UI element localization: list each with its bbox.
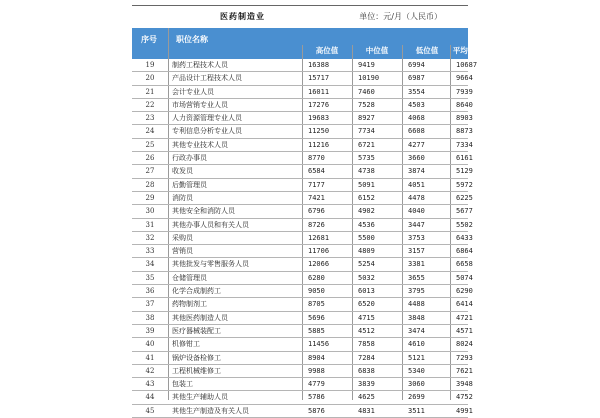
row-job-title: 机修钳工 <box>172 340 200 349</box>
table-row <box>132 391 473 404</box>
row-high-value: 5876 <box>308 406 325 415</box>
row-seq: 27 <box>145 167 155 176</box>
row-low-value: 3157 <box>408 247 425 256</box>
row-seq: 36 <box>145 287 155 296</box>
row-seq: 39 <box>145 326 155 335</box>
row-mid-value: 5254 <box>358 260 375 269</box>
row-job-title: 仓储管理员 <box>172 273 207 282</box>
unit-label: 单位：元/月（人民币） <box>359 12 442 21</box>
row-avg-value: 6433 <box>456 233 473 242</box>
table-row <box>132 86 473 99</box>
row-seq: 34 <box>145 260 155 269</box>
row-job-title: 后勤管理员 <box>172 180 207 189</box>
row-seq: 42 <box>145 366 155 375</box>
row-avg-value: 10687 <box>456 61 478 69</box>
row-avg-value: 7939 <box>456 87 473 96</box>
row-seq: 37 <box>145 300 155 309</box>
row-low-value: 4610 <box>408 340 425 349</box>
table-row <box>132 192 473 205</box>
row-mid-value: 4738 <box>358 167 375 176</box>
row-job-title: 包装工 <box>172 380 193 389</box>
row-low-value: 4503 <box>408 100 425 109</box>
row-low-value: 6994 <box>408 61 425 69</box>
row-high-value: 5786 <box>308 393 325 402</box>
table-row <box>132 272 473 285</box>
row-high-value: 9988 <box>308 366 325 375</box>
row-seq: 35 <box>145 273 155 282</box>
row-job-title: 其他医药制造人员 <box>172 313 228 322</box>
row-job-title: 营销员 <box>172 247 193 256</box>
row-mid-value: 4512 <box>358 326 375 335</box>
row-job-title: 药物制剂工 <box>172 300 207 309</box>
row-seq: 19 <box>145 61 155 69</box>
row-high-value: 5885 <box>308 326 325 335</box>
table-row <box>132 139 473 152</box>
row-seq: 23 <box>145 114 155 123</box>
row-high-value: 11706 <box>308 247 330 256</box>
table-row <box>132 338 473 351</box>
row-job-title: 工程机械维修工 <box>172 366 221 375</box>
table-row <box>132 165 473 178</box>
row-high-value: 4779 <box>308 380 325 389</box>
row-high-value: 6796 <box>308 207 325 216</box>
row-avg-value: 8903 <box>456 114 473 123</box>
row-low-value: 3060 <box>408 380 425 389</box>
header-seq: 序号 <box>141 35 157 44</box>
row-low-value: 4040 <box>408 207 425 216</box>
header-low: 低位值 <box>415 46 439 55</box>
row-seq: 25 <box>145 140 155 149</box>
row-mid-value: 9419 <box>358 61 375 69</box>
row-low-value: 3795 <box>408 287 425 296</box>
document-title: 医药制造业 <box>220 11 265 21</box>
row-low-value: 3874 <box>408 167 425 176</box>
row-seq: 38 <box>145 313 155 322</box>
row-mid-value: 7528 <box>358 100 375 109</box>
table-row <box>132 245 473 258</box>
table-row <box>132 232 473 245</box>
row-high-value: 11216 <box>308 140 330 149</box>
row-high-value: 5696 <box>308 313 325 322</box>
row-seq: 21 <box>145 87 155 96</box>
row-low-value: 6987 <box>408 74 425 83</box>
row-high-value: 11456 <box>308 340 330 349</box>
table-row <box>132 285 473 298</box>
row-seq: 44 <box>145 393 155 402</box>
row-low-value: 4068 <box>408 114 425 123</box>
row-low-value: 4277 <box>408 140 425 149</box>
table-row <box>132 378 473 391</box>
row-mid-value: 6013 <box>358 287 375 296</box>
row-avg-value: 8640 <box>456 100 473 109</box>
row-mid-value: 4625 <box>358 393 375 402</box>
row-seq: 32 <box>145 233 155 242</box>
row-avg-value: 6864 <box>456 247 473 256</box>
row-high-value: 11250 <box>308 127 330 136</box>
row-high-value: 15717 <box>308 74 330 83</box>
row-avg-value: 6658 <box>456 260 473 269</box>
row-mid-value: 4536 <box>358 220 375 229</box>
row-job-title: 其他专业技术人员 <box>172 140 228 149</box>
row-seq: 29 <box>145 193 155 202</box>
row-avg-value: 6225 <box>456 193 473 202</box>
row-avg-value: 4991 <box>456 406 473 415</box>
row-job-title: 收发员 <box>172 167 193 176</box>
row-mid-value: 7460 <box>358 87 375 96</box>
row-high-value: 12681 <box>308 233 330 242</box>
row-avg-value: 7293 <box>456 353 473 362</box>
row-seq: 30 <box>145 207 155 216</box>
row-mid-value: 4902 <box>358 207 375 216</box>
row-high-value: 12066 <box>308 260 330 269</box>
row-job-title: 其他安全和消防人员 <box>172 207 235 216</box>
row-seq: 28 <box>145 180 155 189</box>
row-job-title: 会计专业人员 <box>172 87 214 96</box>
row-seq: 26 <box>145 154 155 163</box>
row-low-value: 4051 <box>408 180 425 189</box>
table-row <box>132 405 473 418</box>
row-low-value: 3848 <box>408 313 425 322</box>
row-high-value: 6584 <box>308 167 325 176</box>
row-seq: 22 <box>145 100 155 109</box>
table-body <box>132 59 478 418</box>
row-seq: 24 <box>145 127 155 136</box>
row-high-value: 8904 <box>308 353 325 362</box>
row-low-value: 3753 <box>408 233 425 242</box>
row-seq: 41 <box>145 353 155 362</box>
row-seq: 20 <box>145 74 155 83</box>
table-row <box>132 99 473 112</box>
row-avg-value: 3948 <box>456 380 473 389</box>
header-name: 职位名称 <box>176 35 208 44</box>
row-avg-value: 7334 <box>456 140 473 149</box>
row-seq: 43 <box>145 380 155 389</box>
table-row <box>132 312 473 325</box>
table-row <box>132 179 473 192</box>
header-mid: 中位值 <box>365 46 389 55</box>
row-mid-value: 6838 <box>358 366 375 375</box>
salary-table-sheet <box>132 5 478 415</box>
row-avg-value: 8873 <box>456 127 473 136</box>
row-avg-value: 4752 <box>456 393 473 402</box>
row-high-value: 8705 <box>308 300 325 309</box>
row-job-title: 其他办事人员和有关人员 <box>172 220 249 229</box>
row-mid-value: 5500 <box>358 233 375 242</box>
row-seq: 40 <box>145 340 155 349</box>
row-mid-value: 5091 <box>358 180 375 189</box>
row-low-value: 2699 <box>408 393 425 402</box>
table-row <box>132 219 473 232</box>
header-high: 高位值 <box>315 46 339 55</box>
row-avg-value: 5502 <box>456 220 473 229</box>
row-mid-value: 7734 <box>358 127 375 136</box>
row-avg-value: 5129 <box>456 167 473 176</box>
row-seq: 45 <box>145 406 155 415</box>
row-mid-value: 6520 <box>358 300 375 309</box>
row-avg-value: 9664 <box>456 74 473 83</box>
row-job-title: 锅炉设备检修工 <box>172 353 221 362</box>
row-high-value: 19683 <box>308 114 330 123</box>
table-row <box>132 152 473 165</box>
row-mid-value: 7284 <box>358 353 375 362</box>
row-low-value: 4488 <box>408 300 425 309</box>
row-job-title: 医疗器械装配工 <box>172 326 221 335</box>
header-avg: 平均值 <box>452 46 476 55</box>
table-row <box>132 125 473 138</box>
row-high-value: 6280 <box>308 273 325 282</box>
row-avg-value: 6414 <box>456 300 473 309</box>
row-mid-value: 5735 <box>358 154 375 163</box>
row-job-title: 专利信息分析专业人员 <box>172 127 242 136</box>
row-avg-value: 5677 <box>456 207 473 216</box>
table-row <box>132 298 473 311</box>
row-low-value: 4478 <box>408 193 425 202</box>
row-mid-value: 3839 <box>358 380 375 389</box>
row-low-value: 6608 <box>408 127 425 136</box>
row-high-value: 7177 <box>308 180 325 189</box>
row-avg-value: 4571 <box>456 326 473 335</box>
row-high-value: 8770 <box>308 154 325 163</box>
row-high-value: 9050 <box>308 287 325 296</box>
row-job-title: 采购员 <box>172 233 193 242</box>
row-job-title: 其他批发与零售服务人员 <box>172 260 249 269</box>
table-row <box>132 325 473 338</box>
row-mid-value: 6152 <box>358 193 375 202</box>
row-mid-value: 4715 <box>358 313 375 322</box>
table-row <box>132 112 473 125</box>
row-mid-value: 6721 <box>358 140 375 149</box>
row-job-title: 其他生产制造及有关人员 <box>172 406 249 415</box>
row-low-value: 3381 <box>408 260 425 269</box>
table-row <box>132 59 478 72</box>
row-job-title: 行政办事员 <box>172 154 207 163</box>
row-low-value: 3655 <box>408 273 425 282</box>
row-low-value: 5340 <box>408 366 425 375</box>
row-low-value: 3554 <box>408 87 425 96</box>
row-avg-value: 6290 <box>456 287 473 296</box>
table-row <box>132 72 473 85</box>
row-low-value: 3511 <box>408 406 425 415</box>
row-job-title: 制药工程技术人员 <box>172 61 228 69</box>
row-low-value: 3447 <box>408 220 425 229</box>
row-seq: 31 <box>145 220 155 229</box>
row-job-title: 产品设计工程技术人员 <box>172 74 242 83</box>
table-row <box>132 205 473 218</box>
row-avg-value: 5972 <box>456 180 473 189</box>
row-mid-value: 4809 <box>358 247 375 256</box>
row-job-title: 其他生产辅助人员 <box>172 393 228 402</box>
row-low-value: 5121 <box>408 353 425 362</box>
row-high-value: 17276 <box>308 100 330 109</box>
row-high-value: 16011 <box>308 87 330 96</box>
row-job-title: 人力资源管理专业人员 <box>172 114 242 123</box>
row-low-value: 3474 <box>408 326 425 335</box>
row-mid-value: 8927 <box>358 114 375 123</box>
table-row <box>132 258 473 271</box>
row-avg-value: 5074 <box>456 273 473 282</box>
row-avg-value: 6161 <box>456 154 473 163</box>
row-mid-value: 10190 <box>358 74 380 83</box>
row-job-title: 消防员 <box>172 193 193 202</box>
row-avg-value: 7621 <box>456 366 473 375</box>
title-bar <box>132 5 468 29</box>
row-high-value: 8726 <box>308 220 325 229</box>
row-seq: 33 <box>145 247 155 256</box>
row-avg-value: 4721 <box>456 313 473 322</box>
row-mid-value: 7858 <box>358 340 375 349</box>
row-high-value: 16388 <box>308 61 330 69</box>
row-avg-value: 8024 <box>456 340 473 349</box>
row-high-value: 7421 <box>308 193 325 202</box>
table-row <box>132 365 473 378</box>
row-low-value: 3660 <box>408 154 425 163</box>
row-mid-value: 4831 <box>358 406 375 415</box>
row-job-title: 市场营销专业人员 <box>172 100 228 109</box>
row-job-title: 化学合成制药工 <box>172 287 221 296</box>
table-header <box>132 28 476 59</box>
table-row <box>132 352 473 365</box>
row-mid-value: 5032 <box>358 273 375 282</box>
